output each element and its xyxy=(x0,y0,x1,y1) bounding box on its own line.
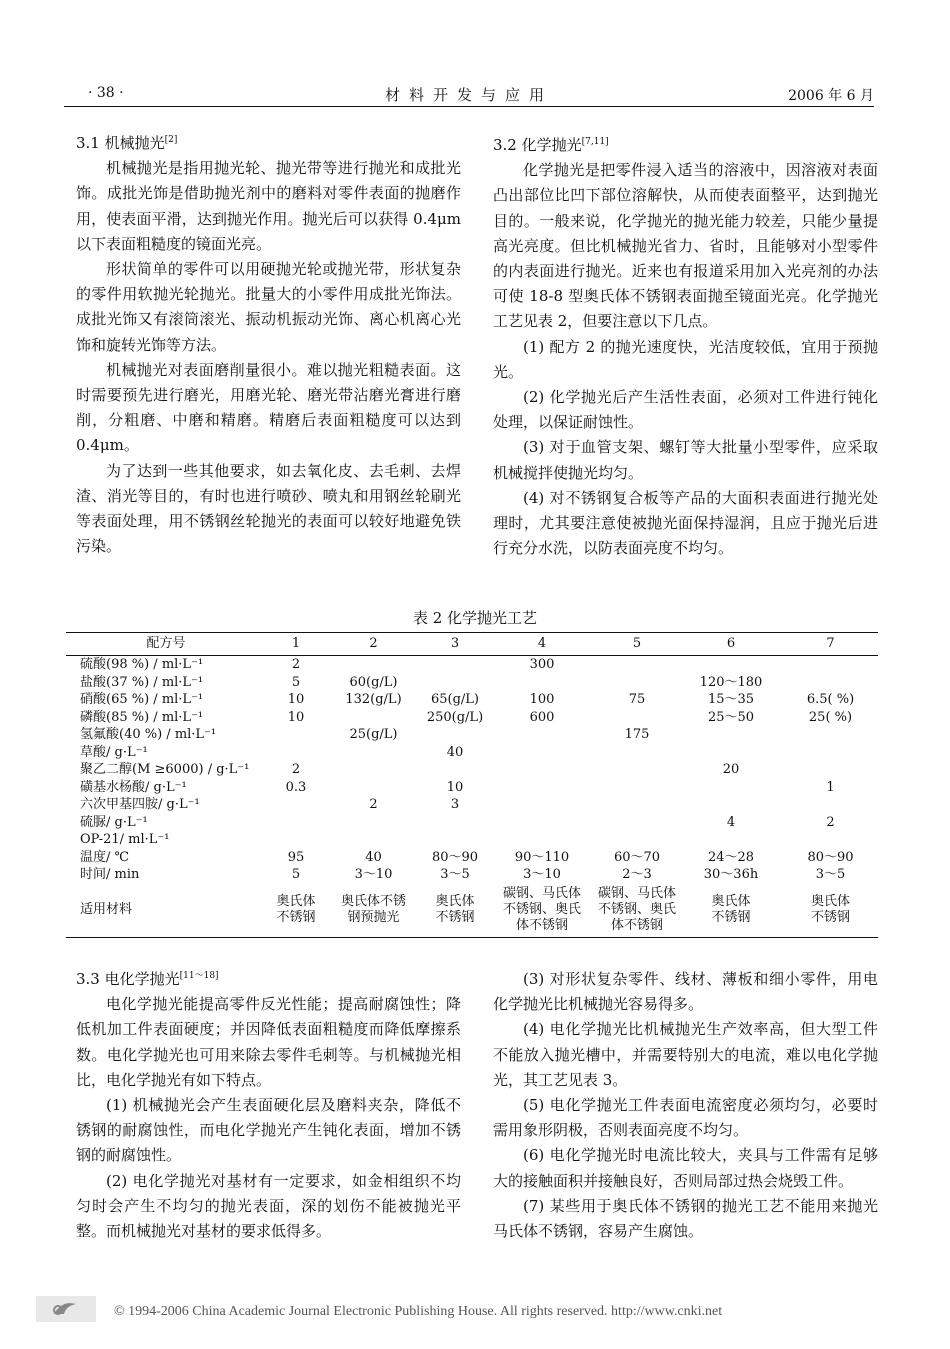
table-cell: 10 xyxy=(287,692,305,707)
table-cell xyxy=(421,674,489,692)
table-cell xyxy=(489,779,595,797)
row-label: 磺基水杨酸/ g·L⁻¹ xyxy=(80,779,187,795)
table-row xyxy=(66,761,878,779)
table-cell xyxy=(679,779,783,797)
table-cell: 300 xyxy=(529,657,555,672)
table-cell: 10 xyxy=(446,779,464,795)
table-cell xyxy=(266,814,326,832)
table-row xyxy=(66,831,878,849)
table-row-material xyxy=(66,884,878,938)
table-cell: 600 xyxy=(529,709,555,725)
copyright-text: © 1994-2006 China Academic Journal Electronic Publishing House. All rights reserved. http://www.cnki.net xyxy=(114,1304,723,1319)
table-cell xyxy=(421,831,489,849)
left-column-top xyxy=(76,128,461,559)
row-label: 温度/ ℃ xyxy=(80,849,130,865)
table-cell: 80～90 xyxy=(431,849,479,865)
table-cell xyxy=(595,656,679,674)
header-cell: 2 xyxy=(326,633,421,656)
header-cell: 4 xyxy=(489,633,595,656)
header-cell: 6 xyxy=(679,633,783,656)
table-header-row xyxy=(66,633,878,656)
table-cell: 25( %) xyxy=(808,709,853,725)
copyright-footer xyxy=(36,1300,906,1328)
table-cell: 75 xyxy=(628,692,646,707)
header-cell: 5 xyxy=(595,633,679,656)
table-cell: 3～5 xyxy=(815,867,846,882)
table-cell: 40 xyxy=(446,744,464,760)
header-cell: 3 xyxy=(421,633,489,656)
section-heading-3-2: 3.2 化学抛光[7,11] xyxy=(493,136,609,154)
table-cell: 6.5( %) xyxy=(806,692,855,707)
table-cell xyxy=(595,761,679,779)
table-cell xyxy=(595,674,679,692)
table-cell: 碳钢、马氏体 不锈钢、奥氏 体不锈钢 xyxy=(489,884,595,938)
table-cell: 2 xyxy=(369,797,378,812)
table-cell: 132(g/L) xyxy=(345,692,402,707)
row-label: 聚乙二醇(M ≥6000) / g·L⁻¹ xyxy=(80,762,250,777)
row-label: 六次甲基四胺/ g·L⁻¹ xyxy=(80,797,200,812)
table-cell xyxy=(489,744,595,762)
table-cell xyxy=(489,831,595,849)
table-cell xyxy=(326,656,421,674)
table-cell xyxy=(266,831,326,849)
table-cell xyxy=(595,831,679,849)
left-column-bottom xyxy=(76,964,461,1244)
paragraph: (1) 机械抛光会产生表面硬化层及磨料夹杂，降低不锈钢的耐腐蚀性，而电化学抛光产生钝化表面，增加不锈钢的耐腐蚀性。 xyxy=(76,1096,461,1165)
table-caption: 表 2 化学抛光工艺 xyxy=(412,609,538,627)
table-cell xyxy=(421,761,489,779)
table-cell: 250(g/L) xyxy=(426,709,484,725)
table-cell: 15～35 xyxy=(707,692,755,707)
table-cell xyxy=(489,674,595,692)
table-cell xyxy=(595,814,679,832)
table-cell: 2 xyxy=(826,814,835,830)
table-cell: 2 xyxy=(291,762,301,777)
table-cell xyxy=(783,744,878,762)
table-row xyxy=(66,779,878,797)
table-cell xyxy=(266,726,326,744)
header-cell: 7 xyxy=(783,633,878,656)
table-cell xyxy=(783,761,878,779)
table-cell xyxy=(326,831,421,849)
page-header xyxy=(64,82,874,104)
table-cell xyxy=(679,726,783,744)
paragraph: 为了达到一些其他要求，如去氧化皮、去毛刺、去焊渣、消光等目的，有时也进行喷砂、喷丸和用钢丝轮刷光等表面处理，用不锈钢丝轮抛光的表面可以较好地避免铁污染。 xyxy=(76,461,461,556)
row-label: 硫脲/ g·L⁻¹ xyxy=(80,814,148,830)
table-cell xyxy=(595,744,679,762)
table-row xyxy=(66,814,878,832)
paragraph: (2) 电化学抛光对基材有一定要求，如金相组织不均匀时会产生不均匀的抛光表面，深的划伤不能被抛光平整。而机械抛光对基材的要求低得多。 xyxy=(76,1171,461,1241)
table-cell xyxy=(783,674,878,692)
table-cell: 25(g/L) xyxy=(349,727,398,742)
chemical-polishing-table xyxy=(66,632,878,938)
table-row xyxy=(66,656,878,674)
table-cell: 30～36h xyxy=(703,867,759,882)
table-cell: 3～10 xyxy=(523,867,561,882)
paragraph: (2) 化学抛光后产生活性表面，必须对工件进行钝化处理，以保证耐蚀性。 xyxy=(493,388,878,432)
table-cell: 奥氏体 不锈钢 xyxy=(679,884,783,938)
table-cell: 20 xyxy=(722,762,740,777)
table-cell xyxy=(421,726,489,744)
row-label: 适用材料 xyxy=(66,884,266,938)
table-cell: 奥氏体 不锈钢 xyxy=(783,884,878,938)
table-cell: 奥氏体 不锈钢 xyxy=(421,884,489,938)
row-label: 氢氟酸(40 %) / ml·L⁻¹ xyxy=(80,727,217,742)
table-cell: 10 xyxy=(287,709,305,725)
table-cell: 2 xyxy=(291,657,301,672)
table-cell: 4 xyxy=(726,814,736,830)
table-cell xyxy=(679,744,783,762)
table-cell: 2～3 xyxy=(622,867,652,882)
table-cell: 3～5 xyxy=(440,867,470,882)
row-label: 盐酸(37 %) / ml·L⁻¹ xyxy=(80,674,204,690)
table-cell: 1 xyxy=(826,779,835,795)
table-row xyxy=(66,866,878,884)
table-cell xyxy=(783,656,878,674)
paragraph: (7) 某些用于奥氏体不锈钢的抛光工艺不能用来抛光马氏体不锈钢，容易产生腐蚀。 xyxy=(493,1196,878,1241)
table-row xyxy=(66,674,878,692)
paragraph: (4) 电化学抛光比机械抛光生产效率高，但大型工件不能放入抛光槽中，并需要特别大的电流，难以电化学抛光，其工艺见表 3。 xyxy=(493,1020,878,1089)
table-cell: 25～50 xyxy=(707,709,755,725)
header-cell: 配方号 xyxy=(66,633,266,656)
table-cell xyxy=(421,814,489,832)
table-row xyxy=(66,691,878,709)
table-cell xyxy=(326,814,421,832)
header-rule xyxy=(64,106,874,107)
table-cell: 0.3 xyxy=(285,779,307,795)
table-cell xyxy=(679,831,783,849)
table-cell xyxy=(783,831,878,849)
table-cell: 3～10 xyxy=(354,867,393,882)
table-cell: 175 xyxy=(624,727,650,742)
table-cell xyxy=(489,796,595,814)
table-cell xyxy=(595,796,679,814)
table-cell xyxy=(783,796,878,814)
table-cell: 5 xyxy=(291,674,301,690)
header-cell: 1 xyxy=(266,633,326,656)
row-label: 硫酸(98 %) / ml·L⁻¹ xyxy=(80,657,204,672)
section-heading-3-3: 3.3 电化学抛光[11～18] xyxy=(76,970,219,988)
table-cell xyxy=(489,726,595,744)
paragraph: 电化学抛光能提高零件反光性能；提高耐腐蚀性；降低机加工件表面硬度；并因降低表面粗糙度而降低摩擦系数。电化学抛光也可用来除去零件毛刺等。与机械抛光相比，电化学抛光有如下特点。 xyxy=(76,995,461,1089)
table-cell: 120～180 xyxy=(699,674,763,690)
row-label: 磷酸(85 %) / ml·L⁻¹ xyxy=(80,709,204,725)
table-cell xyxy=(595,709,679,727)
row-label: 时间/ min xyxy=(80,867,140,882)
table-cell xyxy=(489,814,595,832)
table-row xyxy=(66,744,878,762)
table-cell: 奥氏体 不锈钢 xyxy=(266,884,326,938)
table-cell: 90～110 xyxy=(514,849,570,865)
table-cell: 80～90 xyxy=(807,849,854,865)
table-cell: 奥氏体不锈 钢预抛光 xyxy=(326,884,421,938)
table-cell: 95 xyxy=(287,849,305,865)
journal-title: 材料开发与应用 xyxy=(384,86,553,104)
paragraph: (1) 配方 2 的抛光速度快，光洁度较低，宜用于预抛光。 xyxy=(493,337,878,381)
table-cell: 65(g/L) xyxy=(430,692,480,707)
right-column-top xyxy=(493,130,878,561)
table-cell xyxy=(326,709,421,727)
row-label: 硝酸(65 %) / ml·L⁻¹ xyxy=(80,692,204,707)
paragraph: 机械抛光对表面磨削量很小。难以抛光粗糙表面。这时需要预先进行磨光，用磨光轮、磨光带沾磨光膏进行磨削，分粗磨、中磨和精磨。精磨后表面粗糙度可以达到 0.4μm。 xyxy=(76,360,461,455)
paragraph: 机械抛光是指用抛光轮、抛光带等进行抛光和成批光饰。成批光饰是借助抛光剂中的磨料对零件表面的抛磨作用，使表面平滑，达到抛光作用。抛光后可以获得 0.4μm 以下表面粗糙度的镜面光亮。 xyxy=(76,159,461,253)
table-cell xyxy=(326,779,421,797)
table-cell xyxy=(421,656,489,674)
table-row xyxy=(66,796,878,814)
row-label: OP-21/ ml·L⁻¹ xyxy=(80,832,170,847)
table-cell xyxy=(783,726,878,744)
right-column-bottom xyxy=(493,967,878,1244)
table-cell xyxy=(326,761,421,779)
table-cell xyxy=(266,796,326,814)
table-cell xyxy=(679,656,783,674)
table-cell: 3 xyxy=(450,797,460,812)
table-row xyxy=(66,726,878,744)
table-cell: 5 xyxy=(291,867,301,882)
paragraph: (4) 对不锈钢复合板等产品的大面积表面进行抛光处理时，尤其要注意使被抛光面保持湿润，且应于抛光后进行充分水洗，以防表面亮度不均匀。 xyxy=(493,488,878,558)
paragraph: (6) 电化学抛光时电流比较大，夹具与工件需有足够大的接触面积并接触良好，否则局部过热会烧毁工件。 xyxy=(493,1146,878,1190)
table-cell: 60～70 xyxy=(613,849,661,865)
table-cell xyxy=(679,796,783,814)
page-number: · 38 · xyxy=(88,85,124,101)
table-cell xyxy=(595,779,679,797)
paragraph: 化学抛光是把零件浸入适当的溶液中，因溶液对表面凸出部位比凹下部位溶解快，从而使表面整平，达到抛光目的。一般来说，化学抛光的抛光能力较差，只能少量提高光亮度。但比机械抛光省力、省时，且能够对小型零件的内表面进行抛光。近来也有报道采用加入光亮剂的办法可使 18-8 型奥氏体不锈钢表面抛至镜面光亮。化学抛光工艺见表 2，但要注意以下几点。 xyxy=(493,161,878,331)
table-cell xyxy=(489,761,595,779)
table-row xyxy=(66,709,878,727)
paragraph: (3) 对形状复杂零件、线材、薄板和细小零件，用电化学抛光比机械抛光容易得多。 xyxy=(493,970,878,1014)
cnki-logo-icon xyxy=(36,1296,96,1322)
table-cell: 100 xyxy=(529,692,555,707)
paragraph: (5) 电化学抛光工件表面电流密度必须均匀，必要时需用象形阴极，否则表面亮度不均匀。 xyxy=(493,1096,878,1140)
table-row xyxy=(66,849,878,867)
row-label: 草酸/ g·L⁻¹ xyxy=(80,744,148,760)
paragraph: (3) 对于血管支架、螺钉等大批量小型零件，应采取机械搅拌使抛光均匀。 xyxy=(493,438,878,482)
section-heading-3-1: 3.1 机械抛光[2] xyxy=(76,134,178,152)
table-cell: 24～28 xyxy=(707,849,755,865)
table-cell: 碳钢、马氏体 不锈钢、奥氏 体不锈钢 xyxy=(595,884,679,938)
issue-date: 2006 年 6 月 xyxy=(788,88,874,104)
table-cell: 60(g/L) xyxy=(349,674,398,690)
table-cell xyxy=(266,744,326,762)
paragraph: 形状简单的零件可以用硬抛光轮或抛光带，形状复杂的零件用软抛光轮抛光。批量大的小零件用成批光饰法。成批光饰又有滚筒滚光、振动机振动光饰、离心机离心光饰和旋转光饰等方法。 xyxy=(76,260,461,354)
table-cell: 40 xyxy=(365,849,382,865)
table-cell xyxy=(326,744,421,762)
